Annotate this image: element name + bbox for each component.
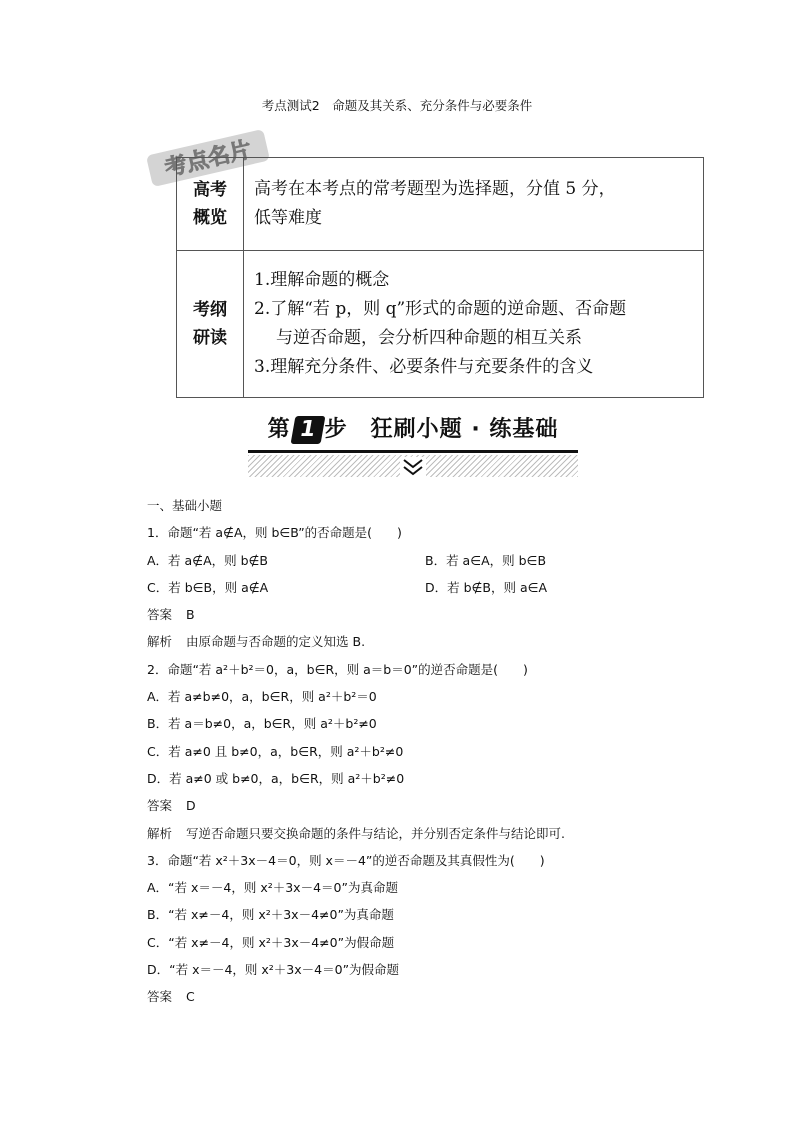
option-d: D．若 a≠0 或 b≠0，a，b∈R，则 a²＋b²≠0 [147, 770, 405, 786]
banner-rule [248, 450, 578, 453]
option-a: A．“若 x＝－4，则 x²＋3x－4＝0”为真命题 [147, 880, 398, 896]
step-title: 第 1 步 狂刷小题 · 练基础 [267, 417, 559, 442]
question-1-answer: 答案 B [147, 607, 195, 623]
question-2-analysis: 解析 写逆否命题只要交换命题的条件与结论，并分别否定条件与结论即可. [147, 825, 565, 841]
question-1-options-row1 [147, 547, 747, 574]
step-banner [248, 410, 578, 478]
option-a: A．若 a≠b≠0，a，b∈R，则 a²＋b²＝0 [147, 689, 377, 705]
double-chevron-down-icon [400, 457, 426, 477]
option-c: C．“若 x≠－4，则 x²＋3x－4≠0”为假命题 [147, 934, 395, 950]
question-1-analysis: 解析 由原命题与否命题的定义知选 B. [147, 634, 366, 650]
overview-table [176, 157, 704, 398]
section-title: 一、基础小题 [147, 498, 223, 513]
overview-row-gaokao [177, 158, 704, 251]
option-d: D．若 b∉B，则 a∈A [425, 579, 548, 595]
overview-row-syllabus [177, 251, 704, 398]
question-2-stem: 2．命题“若 a²＋b²＝0，a，b∈R，则 a＝b＝0”的逆否命题是( ) [147, 661, 528, 677]
question-3-stem: 3．命题“若 x²＋3x－4＝0，则 x＝－4”的逆否命题及其真假性为( ) [147, 852, 545, 868]
overview-body: 1.理解命题的概念 2.了解“若 p，则 q”形式的命题的逆命题、否命题 与逆否命题，会分析四种命题的相互关系 3.理解充分条件、必要条件与充要条件的含义 [244, 251, 704, 398]
option-b: B．“若 x≠－4，则 x²＋3x－4≠0”为真命题 [147, 907, 394, 923]
stamp-text: 考点名片 [162, 136, 255, 182]
option-c: C．若 a≠0 且 b≠0，a，b∈R，则 a²＋b²≠0 [147, 743, 404, 759]
question-3-answer: 答案 C [147, 989, 195, 1005]
page-header: 考点测试2 命题及其关系、充分条件与必要条件 [261, 98, 533, 113]
question-content [147, 492, 747, 1011]
overview-body: 高考在本考点的常考题型为选择题，分值 5 分， 低等难度 [244, 158, 704, 251]
question-1-stem: 1．命题“若 a∉A，则 b∈B”的否命题是( ) [147, 525, 402, 541]
option-b: B．若 a＝b≠0，a，b∈R，则 a²＋b²≠0 [147, 716, 377, 732]
option-c: C．若 b∈B，则 a∉A [147, 579, 269, 595]
option-b: B．若 a∈A，则 b∈B [425, 552, 547, 568]
overview-head: 考纲 研读 [177, 251, 244, 398]
step-number: 1 [290, 416, 325, 444]
question-2-answer: 答案 D [147, 798, 196, 814]
overview-head: 高考 概览 [177, 158, 244, 251]
question-1-options-row2 [147, 574, 747, 601]
option-a: A．若 a∉A，则 b∉B [147, 552, 268, 568]
option-d: D．“若 x＝－4，则 x²＋3x－4＝0”为假命题 [147, 962, 400, 978]
